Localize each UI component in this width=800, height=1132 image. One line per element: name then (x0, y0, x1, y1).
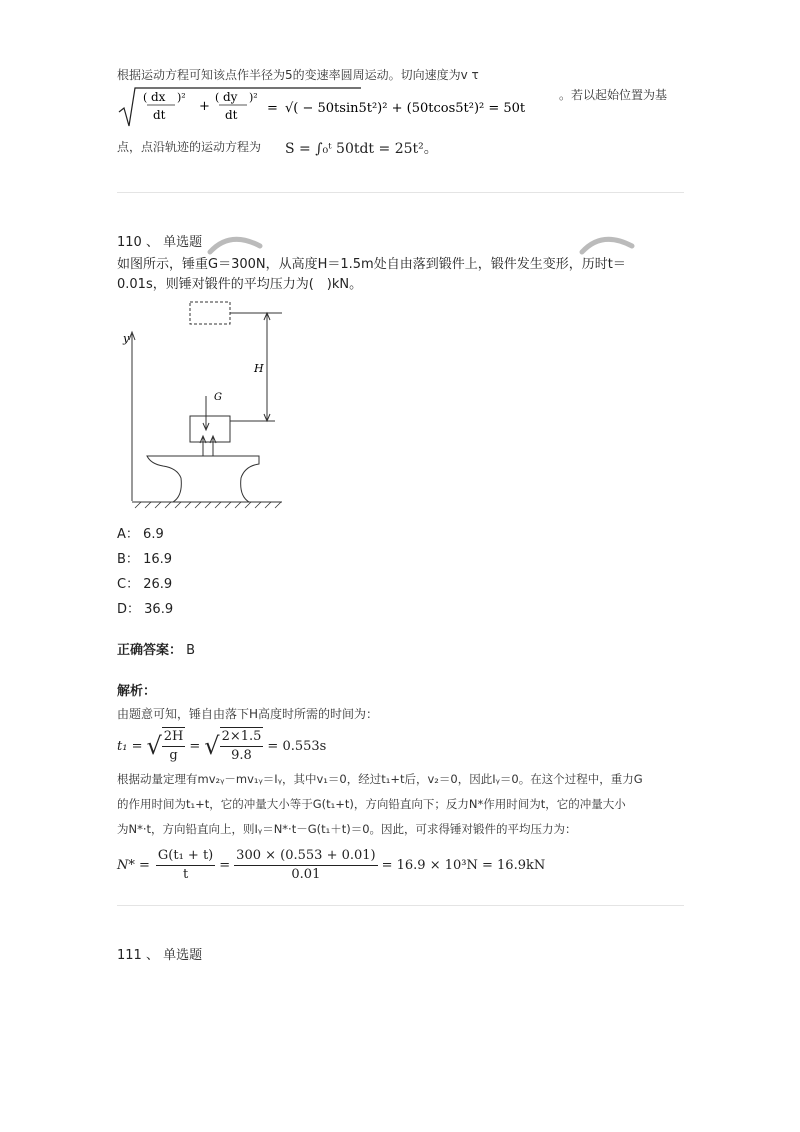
option-c-letter: C： (117, 577, 140, 592)
answer-value: B (186, 643, 196, 658)
t1-formula: t₁ = √ $\frac{2H}{g}$ = √ $\frac{2\times 1.5}{9.8}$ = 0.553s (117, 729, 327, 763)
question-110-stem-line2: 0.01s，则锤对锻件的平均压力为( )kN。 (117, 277, 363, 292)
n-num1: G(t₁ + t) (156, 847, 215, 866)
n-den1: t (182, 866, 189, 882)
option-c[interactable] (117, 573, 172, 592)
question-111-header: 111 、 单选题 (117, 948, 203, 963)
analysis-line4: 为N*·t，方向铅直向上，则Iᵧ＝N*·t－G(t₁＋t)＝0。因此，可求得锤对锻件的平均压力为： (117, 822, 577, 836)
t1-num2: 2×1.5 (220, 728, 264, 747)
correct-answer (117, 639, 195, 658)
dt-text-2: dt (225, 108, 238, 122)
label-H: H (254, 362, 264, 375)
option-b[interactable] (117, 548, 172, 567)
formula1-rhs: √( − 50tsin5t²)² + (50tcos5t²)² = 50t (285, 101, 526, 116)
t1-den1: g (169, 748, 178, 763)
option-a-value: 6.9 (143, 527, 164, 542)
t1-num1: 2H (162, 728, 186, 747)
svg-text:=: = (267, 101, 278, 116)
n-num2: 300 × (0.553 + 0.01) (234, 847, 377, 866)
option-b-letter: B： (117, 552, 139, 567)
label-y: y (123, 332, 130, 345)
question-110-stem-line1: 如图所示，锤重G＝300N，从高度H＝1.5m处自由落到锻件上，锻件发生变形，历时t＝ (117, 257, 626, 272)
option-c-value: 26.9 (143, 577, 173, 592)
analysis-line2: 根据动量定理有mv₂ᵧ－mv₁ᵧ＝Iᵧ，其中v₁＝0，经过t₁+t后，v₂＝0，因此Iᵧ＝0。在这个过程中，重力G (117, 772, 643, 786)
prev-analysis-line1: 根据运动方程可知该点作半径为5的变速率圆周运动。切向速度为v τ (117, 68, 479, 82)
t1-result: = 0.553s (267, 738, 327, 754)
watermark-swoosh-icon-2 (577, 232, 637, 256)
n-lhs: N* = (117, 857, 150, 873)
t1-lhs: t₁ = (117, 738, 143, 754)
option-d[interactable] (117, 598, 173, 617)
svg-text:+: + (199, 99, 210, 114)
svg-text:)²: )² (177, 91, 186, 104)
option-a-letter: A： (117, 527, 139, 542)
watermark-swoosh-icon (205, 232, 265, 256)
prev-analysis-line3: 点，点沿轨迹的运动方程为 (117, 140, 262, 154)
radical-term-dx: ( (143, 91, 148, 104)
prev-formula-1 (117, 86, 557, 130)
question-110-header: 110 、 单选题 (117, 235, 203, 250)
analysis-line1: 由题意可知，锤自由落下H高度时所需的时间为： (117, 707, 379, 721)
hammer-anvil-figure (117, 296, 297, 512)
dx-text: dx (151, 90, 166, 104)
divider-2 (117, 905, 684, 906)
n-result: = 16.9 × 10³N = 16.9kN (381, 857, 546, 873)
dy-text: dy (223, 90, 238, 104)
option-b-value: 16.9 (143, 552, 173, 567)
answer-label: 正确答案： (117, 643, 183, 658)
n-formula: N* = $\frac{\text{G(t₁ + t)}}{t}$ = $\frac{300 \times (0.553 + 0.01)}{0.01}$ = 16.9 × 10³N = 16.9kN (117, 847, 546, 882)
prev-formula-tail: 。若以起始位置为基 (559, 88, 668, 102)
hammer-block (190, 416, 230, 442)
svg-text:)²: )² (249, 91, 258, 104)
analysis-label: 解析： (117, 684, 157, 699)
velocity-formula-svg (117, 86, 557, 130)
option-d-value: 36.9 (144, 602, 174, 617)
divider-1 (117, 192, 684, 193)
option-a[interactable] (117, 523, 164, 542)
svg-text:(: ( (215, 91, 220, 104)
option-d-letter: D： (117, 602, 141, 617)
prev-formula-2: S = ∫₀ᵗ 50tdt = 25t²。 (285, 141, 438, 157)
label-G: G (214, 392, 222, 403)
n-den2: 0.01 (291, 866, 321, 882)
t1-den2: 9.8 (231, 748, 252, 763)
hammer-initial-position (190, 302, 230, 324)
dt-text-1: dt (153, 108, 166, 122)
analysis-line3: 的作用时间为t₁+t，它的冲量大小等于G(t₁+t)，方向铅直向下；反力N*作用时间为t，它的冲量大小 (117, 797, 626, 811)
anvil (147, 456, 259, 502)
